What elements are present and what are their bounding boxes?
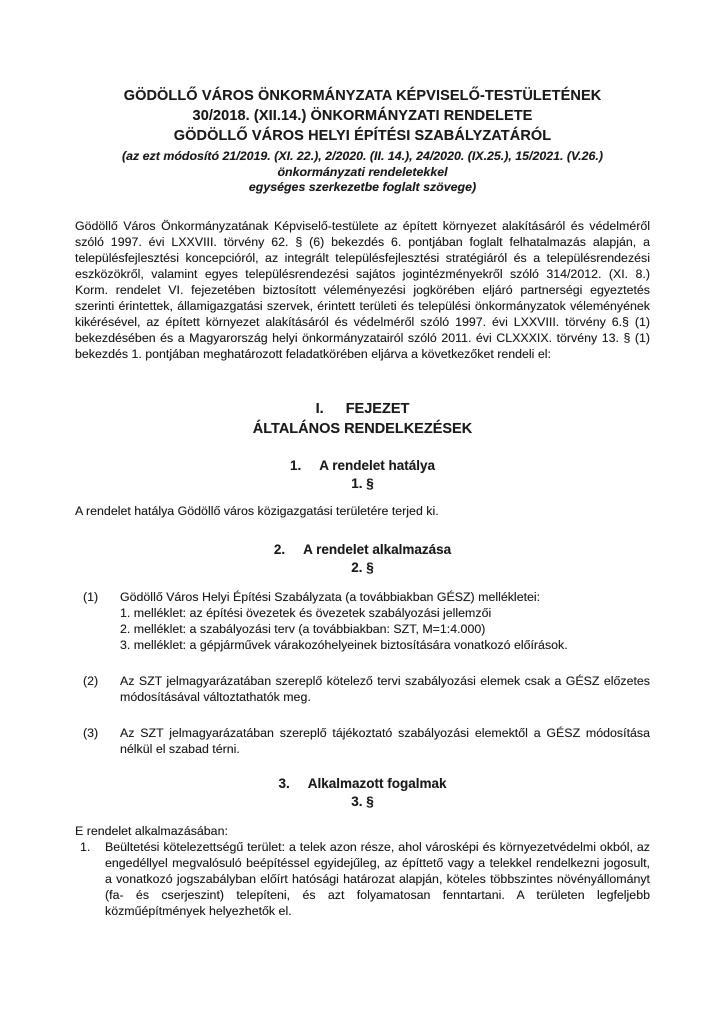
- numbered-item-1: [75, 589, 650, 653]
- chapter-heading: [75, 399, 650, 439]
- chapter-subtitle: ÁLTALÁNOS RENDELKEZÉSEK: [252, 420, 473, 437]
- sub-item-3: 3. melléklet: a gépjárművek várakozóhelyeinek biztosítására vonatkozó előírások.: [120, 637, 568, 652]
- section-2-title: A rendelet alkalmazása: [303, 541, 452, 557]
- section-1-paragraph-mark: 1. §: [351, 475, 374, 491]
- section-3-paragraph-mark: 3. §: [351, 793, 374, 809]
- doc-subtitle-line-2: önkormányzati rendeletekkel: [277, 164, 448, 179]
- doc-title-line-1: GÖDÖLLŐ VÁROS ÖNKORMÁNYZATA KÉPVISELŐ-TESTÜLETÉNEK: [123, 88, 602, 104]
- numbered-item-3: [75, 725, 650, 757]
- sub-item-2: 2. melléklet: a szabályozási terv (a továbbiakban: SZT, M=1:4.000): [120, 621, 486, 636]
- item-number: (1): [83, 589, 99, 604]
- section-1-title: A rendelet hatálya: [319, 457, 436, 473]
- section-1-heading: [75, 457, 650, 475]
- item-lead-text: Gödöllő Város Helyi Építési Szabályzata (a továbbiakban GÉSZ) mellékletei:: [120, 589, 541, 604]
- section-2-paragraph-mark: 2. §: [351, 559, 374, 575]
- section-2-heading: [75, 541, 650, 559]
- numbered-item-2: [75, 673, 650, 705]
- doc-title-line-3: GÖDÖLLŐ VÁROS HELYI ÉPÍTÉSI SZABÁLYZATÁRÓL: [173, 128, 552, 144]
- item-number: 1.: [80, 839, 91, 854]
- item-number: (2): [83, 673, 99, 688]
- definition-item-1: [75, 839, 650, 919]
- item-text: Az SZT jelmagyarázatában szereplő tájékoztató szabályozási elemektől a GÉSZ módosítása nélkül el szabad térni.: [120, 725, 650, 756]
- chapter-number-line: [75, 399, 650, 419]
- doc-subtitle-line-3: egységes szerkezetbe foglalt szövege): [248, 180, 477, 194]
- item-text: [120, 589, 650, 653]
- item-text: Az SZT jelmagyarázatában szereplő kötelező tervi szabályozási elemek csak a GÉSZ előzetes módosításával változtathatók meg.: [120, 673, 650, 704]
- section-3-title: Alkalmazott fogalmak: [307, 775, 447, 791]
- item-number: (3): [83, 725, 99, 740]
- doc-title-line-2: 30/2018. (XII.14.) ÖNKORMÁNYZATI RENDELETE: [192, 108, 533, 124]
- section-3-heading: [75, 775, 650, 793]
- chapter-number: I.: [315, 400, 324, 417]
- section-3-lead: E rendelet alkalmazásában:: [75, 823, 228, 838]
- doc-subtitle-line-1: (az ezt módosító 21/2019. (XI. 22.), 2/2020. (II. 14.), 24/2020. (IX.25.), 15/2021. (V.26.): [122, 149, 603, 163]
- section-1-body: A rendelet hatálya Gödöllő város közigazgatási területére terjed ki.: [75, 503, 439, 518]
- chapter-name: FEJEZET: [345, 400, 410, 417]
- doc-title: [75, 86, 650, 146]
- preamble-paragraph: Gödöllő Város Önkormányzatának Képviselő-testülete az épített környezet alakításáról és védelméről szóló 1997. évi LXXVIII. törvény 62. § (6) bekezdés 6. pontjában foglalt felhatalmazás alapján, a településfejlesztési koncepcióról, az integrált településfejlesztési stratégiáról és a településrendezési eszközökről, valamint egyes településrendezési sajátos jogintézményekről szóló 314/2012. (XI. 8.) Korm. rendelet VI. fejezetében biztosított véleményezési jogkörében eljáró partnerségi egyeztetés szerinti érintettek, államigazgatási szervek, érintett területi és települési önkormányzatok véleményének kikérésével, az épített környezet alakításáról és védelméről szóló 1997. évi LXXVIII. törvény 6.§ (1) bekezdésében és a Magyarország helyi önkormányzatairól szóló 2011. évi CLXXXIX. törvény 13. § (1) bekezdés 1. pontjában meghatározott feladatkörében eljárva a következőket rendeli el:: [75, 218, 650, 361]
- section-3-number: 3.: [278, 775, 290, 791]
- section-2-number: 2.: [273, 541, 286, 557]
- section-1-number: 1.: [289, 457, 302, 473]
- doc-subtitle: [75, 149, 650, 196]
- item-text: Beültetési kötelezettségű terület: a telek azon része, ahol városképi és környezetvédelmi okból, az engedéllyel megvalósuló beépítéssel egyidejűleg, az építtető vagy a telekkel rendelkezni jogosult, a vonatkozó jogszabályban előírt hatósági határozat alapján, köteles többszintes növényállományt (fa- és cserjeszint) telepíteni, és azt folyamatosan fenntartani. A területen legfeljebb közműépítmények helyezhetők el.: [105, 839, 650, 918]
- sub-item-1: 1. melléklet: az építési övezetek és övezetek szabályozási jellemzői: [120, 605, 492, 620]
